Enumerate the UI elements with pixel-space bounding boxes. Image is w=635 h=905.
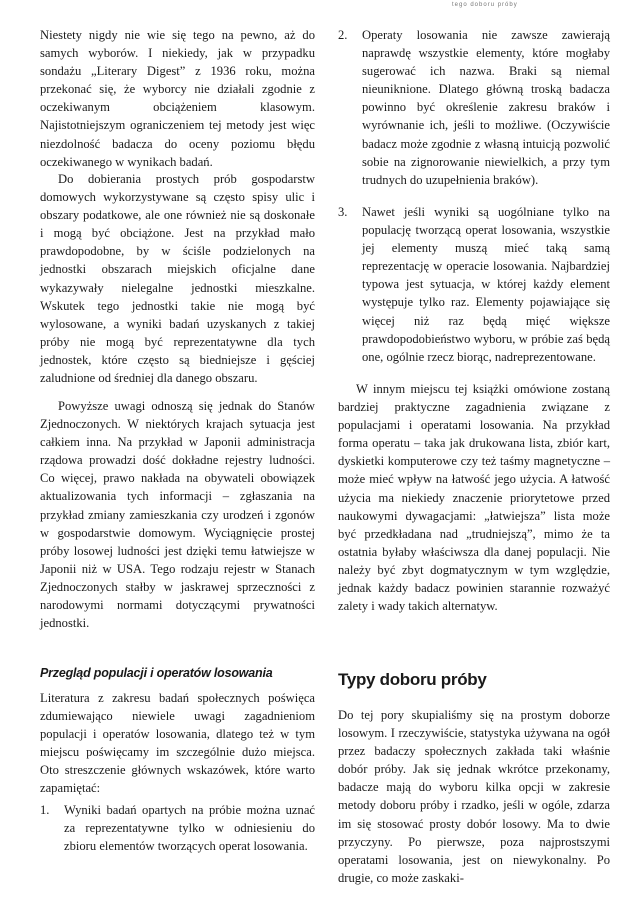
list-item-1 (40, 801, 315, 855)
list-number-2: 2. (338, 28, 348, 42)
paragraph-4: Literatura z zakresu badań społecznych poświęca zdumiewająco niewiele uwagi zagadnieniom populacji i operatów losowania, dlatego też w tym miejscu poświęcamy im szczególnie dużo miejsca. Oto streszczenie głównych wskazówek, które warto zapamiętać: (40, 691, 315, 796)
paragraph-2: Do dobierania prostych prób gospodarstw domowych wykorzystywane są często spisy ulic i obszary podatkowe, ale one również nie są doskonałe i mogą być obciążone. Jest na przykład mało prawdopodobne, by w ściśle podzielonych na jednostki obszarach miejskich oficjalne dane wykazywały nielegalne jednostki mieszkalne. Wskutek tego jednostki takie nie mogą być wylosowane, a wyniki badań uzyskanych z takiej próby nie mogą być reprezentatywne dla tych jednostek, które często są biedniejsze i gęściej zaludnione od średniej dla danego obszaru. (40, 172, 315, 386)
paragraph-5: W innym miejscu tej książki omówione zostaną bardziej praktyczne zagadnienia związane z populacjami i operatami losowania. Na przykład forma operatu – taka jak drukowana lista, zbiór kart, dyskietki komputerowe czy też taśmy magnetyczne – może mieć wpływ na łatwość jego użycia. A łatwość użycia ma niekiedy znaczenie priorytetowe przed naukowymi dywagacjami: „łatwiejsza” lista może być przedkładana nad „trudniejszą”, mimo że ta ostatnia byłaby właściwsza dla danej populacji. Nie należy być zbyt dogmatycznym w tym względzie, jednak każdy badacz powinien starannie rozważyć zalety i wady takich alternatyw. (338, 382, 610, 614)
list-item-3 (338, 203, 610, 366)
list-item-2 (338, 26, 610, 189)
list-number-1: 1. (40, 803, 50, 817)
list-number-3: 3. (338, 205, 348, 219)
paragraph-3: Powyższe uwagi odnoszą się jednak do Stanów Zjednoczonych. W niektórych krajach sytuacja jest całkiem inna. Na przykład w Japonii administracja rządowa prowadzi dość dokładne rejestry ludności. Co więcej, prawo nakłada na obywateli obowiązek aktualizowania tych informacji – zgłaszania na przykład zmiany zamieszkania czy urodzeń i zgonów w gospodarstwie domowym. Wyciągnięcie prostej próby losowej ludności jest dzięki temu łatwiejsze w Japonii niż w USA. Tego rodzaju rejestr w Stanach Zjednoczonych stałby w jaskrawej sprzeczności z narodowymi normami dotyczącymi prywatności jednostki. (40, 399, 315, 631)
list-text-1: Wyniki badań opartych na próbie można uznać za reprezentatywne tylko w odniesieniu do zbioru elementów tworzących operat losowania. (64, 803, 315, 854)
list-text-3: Nawet jeśli wyniki są uogólniane tylko na populację tworzącą operat losowania, wszystkie jej elementy muszą mieć taką samą reprezentację w operacie losowania. Najbardziej typowa jest sytuacja, w której każdy element występuje tylko raz. Elementy pojawiające się więcej niż raz będą mięć większe prawdopodobieństwo wyboru, w próbie zaś będą one, ogólnie rzecz biorąc, nadreprezentowane. (362, 205, 610, 364)
section-heading-sampling-types: Typy doboru próby (338, 670, 487, 689)
list-text-2: Operaty losowania nie zawsze zawierają naprawdę wszystkie elementy, które mogłaby sugerować ich nazwa. Braki są niemal nieuniknione. Dlatego główną troską badacza powinno być określenie zakresu braków i wyrównanie ich, jeśli to możliwe. (Oczywiście badacz może zgodnie z własną intuicją pozwolić sobie na zignorowanie niewielkich, a przy tym trudnych do uzupełnienia braków). (362, 28, 610, 187)
running-header: tego doboru próby (452, 2, 518, 8)
paragraph-6: Do tej pory skupialiśmy się na prostym doborze losowym. I rzeczywiście, statystyka używana na ogół przez badaczy społecznych zakłada taki właśnie dobór próby. Jak się jednak wkrótce przekonamy, badacze mają do wyboru kilka opcji w zakresie metody doboru próby i rzadko, jeśli w ogóle, zdarza im się stosować prosty dobór losowy. Ma to dwie przyczyny. Po pierwsze, poza najprostszymi operatami losowania, jest on niewykonalny. Po drugie, co może zaskaki- (338, 708, 610, 885)
paragraph-1: Niestety nigdy nie wie się tego na pewno, aż do samych wyborów. I niekiedy, jak w przypadku sondażu „Literary Digest” z 1936 roku, można przekonać się, że wyborcy nie działali zgodnie z oczekiwanym obciążeniem klasowym. Najistotniejszym ograniczeniem tej metody jest więc niezdolność badacza do oceny poziomu błędu oczekiwanego w wynikach badań. (40, 28, 315, 169)
section-heading-populations: Przegląd populacji i operatów losowania (40, 666, 273, 680)
